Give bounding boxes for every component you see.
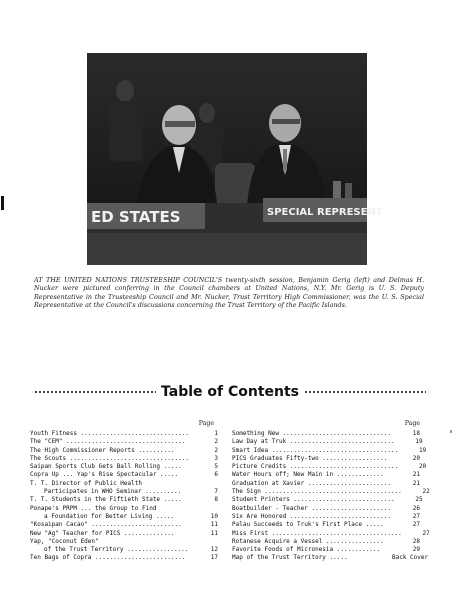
toc-entry: [232, 505, 420, 513]
toc-entry: [232, 554, 429, 562]
toc-entry-page: 27: [412, 512, 420, 520]
toc-entry: [232, 455, 420, 463]
toc-entry: [232, 430, 420, 438]
toc-entry: [30, 471, 218, 479]
toc-entry-page: 21: [412, 471, 420, 479]
toc-entry-title: Ten Bags of Copra .........................: [30, 554, 186, 562]
toc-entry: [232, 480, 420, 488]
toc-entry-page: 2: [214, 438, 218, 446]
toc-entry-page: 21: [412, 479, 420, 487]
toc-entry-title: New "Ag" Teacher for PICS ..............: [30, 529, 175, 537]
toc-entry-page: 18: [412, 430, 420, 437]
toc-entry-title: PICS Graduates Fifty-two ..................: [232, 454, 388, 462]
toc-entry: [232, 446, 427, 455]
toc-entry-title: Yap, "Coconut Eden": [30, 537, 99, 545]
toc-entry-title: of the Trust Territory .................: [44, 546, 189, 554]
toc-entry-page: 2: [214, 446, 218, 454]
toc-entry-title: The High Commissioner Reports ..........: [30, 446, 175, 454]
toc-entry-page: 28: [412, 537, 420, 545]
toc-entry-page: 25: [415, 496, 423, 504]
toc-entry-title: a Foundation for Better Living .....: [44, 512, 175, 520]
toc-entry-title: The "CEM" .................................: [30, 438, 186, 446]
toc-entry-page: 11: [210, 521, 218, 529]
toc-entry-page: 22: [422, 488, 430, 496]
toc-entry-title: Palau Succeeds to Truk's First Place .....: [232, 521, 384, 529]
toc-entry-page: 27: [422, 529, 430, 537]
toc-entry-page: 20: [412, 454, 420, 462]
toc-entry-title: T. T. Director of Public Health: [30, 479, 142, 487]
news-photo: [87, 53, 383, 265]
toc-title: Table of Contents: [161, 384, 300, 400]
toc-entry-title: "Kosaipan Cacao" .........................: [30, 521, 182, 529]
toc-entry: [30, 505, 218, 513]
toc-entry-title: Youth Fitness ..............................: [30, 430, 189, 437]
toc-entry-title: Copra Up ... Yap's Rise Spectacular .....: [30, 471, 179, 479]
toc-entry-page: 20: [418, 463, 427, 471]
toc-entry: [232, 463, 427, 471]
toc-entry-title: Favorite Foods of Micronesia ............: [232, 546, 381, 554]
toc-entry: [30, 463, 218, 471]
toc-entry-title: Boatbuilder - Teacher ......................: [232, 504, 391, 512]
toc-entry: [30, 438, 218, 446]
toc-entry: [30, 554, 218, 562]
toc-entry-title: The Scouts .................................: [30, 454, 189, 462]
toc-entry-page: 8: [214, 496, 218, 504]
toc-entry-page: 17: [210, 554, 218, 562]
toc-column-left: [30, 420, 218, 563]
toc-entry: [30, 447, 218, 455]
toc-entry-page: 10: [210, 512, 218, 520]
toc-entry-title: T. T. Students in the Fiftieth State .....: [30, 496, 182, 504]
margin-mark: [450, 430, 452, 433]
toc-column-right: [232, 420, 430, 563]
toc-entry-page: 3: [214, 454, 218, 462]
toc-entry: [30, 455, 218, 463]
toc-entry: [232, 546, 420, 554]
toc-entry: [30, 521, 218, 529]
toc-entry: [30, 538, 218, 546]
toc-entry: [30, 513, 218, 521]
photo-scene: [87, 53, 383, 265]
toc-entry-page: 1: [214, 430, 218, 437]
photo-caption: AT THE UNITED NATIONS TRUSTEESHIP COUNCIL'S twenty-sixth session, Benjamin Gerig (left) and Delmas H. Nucker were pictured conferring in the Council chambers at United Nations, N.Y. Mr. Gerig is U. S. Deputy Representative in the Trusteeship Council and Mr. Nucker, Trust Territory High Commissioner, was the U. S. Special Representative at the Council's discussions concerning the Trust Territory of the Pacific Islands.: [34, 276, 424, 309]
sign-left-text: ED STATES: [91, 208, 181, 226]
toc-entry-title: Ponape's PRPM ... the Group to Find: [30, 504, 157, 512]
toc-entry: [30, 546, 218, 554]
toc-entry: [232, 438, 423, 446]
toc-entry-page: 19: [415, 438, 423, 446]
toc-entry-page: 12: [210, 546, 218, 554]
toc-entry-page: 7: [214, 488, 218, 496]
toc-entry-title: Participates in WHO Seminar ..........: [44, 488, 182, 496]
toc-entry-title: Law Day at Truk .............................: [232, 438, 395, 446]
toc-entry: [30, 480, 218, 488]
toc-entry-title: The Sign ......................................: [232, 488, 402, 496]
toc-entry-page: 26: [412, 504, 420, 512]
toc-entry-title: Graduation at Xavier .......................: [232, 479, 391, 487]
toc-entry: [232, 538, 420, 546]
toc-entry-page: 19: [418, 446, 427, 454]
toc-entry-title: Smart Idea ...................................: [232, 446, 399, 454]
toc-entry: [232, 496, 423, 504]
toc-heading: [34, 383, 426, 401]
toc-entry: [232, 488, 430, 496]
page-column-label: Page: [404, 420, 420, 427]
toc-entry: [30, 488, 218, 496]
toc-entry-title: Water Hours off; New Main in .............: [232, 471, 384, 479]
toc-entry: [232, 513, 420, 521]
toc-entry: [30, 430, 218, 438]
toc-entry-title: Map of the Trust Territory .....: [232, 554, 348, 562]
toc-entry-title: Student Printers ............................: [232, 496, 395, 504]
toc-entry: [232, 471, 420, 479]
toc-entry-title: Saipan Sports Club Gets Ball Rolling .....: [30, 463, 182, 471]
toc-entry-page: Back Cover: [392, 554, 429, 562]
dot-leader-right: [304, 390, 426, 394]
toc-entry-page: 29: [412, 546, 420, 554]
toc-entry: [232, 529, 430, 538]
dot-leader-left: [34, 390, 156, 394]
toc-entry-title: Picture Credits ..............................: [232, 463, 399, 471]
toc-entry-page: 27: [412, 521, 420, 529]
toc-entry-title: Six Are Honored ............................: [232, 512, 391, 520]
toc-entry: [232, 521, 420, 529]
toc-entry-title: Something New ..............................: [232, 430, 391, 437]
toc-entry-title: Rotanese Acquire a Vessel ................: [232, 537, 384, 545]
toc-entry-page: 11: [210, 529, 218, 537]
toc-entry: [30, 496, 218, 504]
toc-entry-title: Miss First ....................................: [232, 529, 402, 537]
toc-entry-page: 6: [214, 471, 218, 479]
toc-entry: [30, 530, 218, 538]
toc-entry-page: 5: [214, 463, 218, 471]
page-column-label: Page: [198, 420, 214, 427]
sign-right-text: SPECIAL REPRESENT: [267, 207, 383, 218]
margin-mark: [1, 196, 4, 210]
